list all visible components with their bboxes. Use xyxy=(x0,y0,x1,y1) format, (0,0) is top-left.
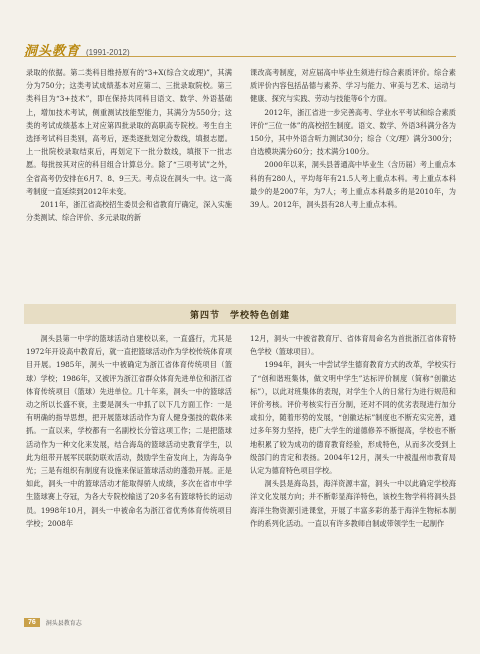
section-heading-band xyxy=(24,304,456,324)
journal-logo: 洞头教育 xyxy=(24,44,81,59)
paragraph: 洞头县是海岛县，海洋资源丰富，洞头一中以此确定学校海洋文化发展方向；并不断彰显海洋特色，该校生物学科将洞头县海洋生物资源引进课堂，开展了丰富多彩的基于海洋生物标本制作的系列化活动。一直以有许多教师自制或带领学生一起制作 xyxy=(250,479,456,528)
paragraph: 录取的依据。第二类科目维持原有的“3+X(综合文或理)”，其满分为750分；这类考试成绩基本对应第二、三批录取院校。第三类科目为“3+技术”，即在保持共同科目语文、数学、外语基础上，增加技术考试，侧重测试技能型能力，其满分为550分；这类的考试成绩基本上对应第四批录取的高职高专院校。考生自主选择考试科目类别，高考后，逐类逐批划定分数线，填报志愿。上一批院校录取结束后，再划定下一批分数线，填报下一批志愿。每批按其对应的科目组合计算总分。除了“三项考试”之外，全省高考仍安排在6月7、8、9三天。考点设在洞头一中。这一高考制度一直延续到2012年未变。 xyxy=(26,68,232,196)
left-column-bottom xyxy=(26,332,232,530)
paragraph: 12月，洞头一中被省教育厅、省体育局命名为首批浙江省体育特色学校（篮球项目）。 xyxy=(250,334,456,357)
paragraph: 1994年，洞头一中尝试学生德育教育方式的改革，学校实行了“创和谐班集体，做文明中学生”达标评价制度（简称“创徽达标”），以此对班集体的表现，对学生个人的日常行为进行规范和评价考核。评价考核实行百分制，还对不同的优劣表现进行加分或扣分，随着形势的发展，“创徽达标”制度也不断充实完善，通过多年努力坚持，使广大学生的道德修养不断提高，学校也不断地积累了较为成功的德育教育经验，形成特色，从而多次受到上级部门的肯定和表扬。2004年12月，洞头一中被温州市教育局认定为德育特色项目学校。 xyxy=(250,360,456,476)
right-column-bottom xyxy=(250,332,456,530)
paragraph: 2012年，浙江省进一步完善高考、学业水平考试和综合素质评价“三位一体”的高校招生制度。语文、数学、外语3科满分各为150分，其中外语含听力测试30分；综合（文/理）满分300分；自选模块满分60分；技术满分100分。 xyxy=(250,107,456,157)
page-number: 76 xyxy=(24,618,40,627)
section-title: 第四节 学校特色创建 xyxy=(189,310,290,321)
paragraph: 2000年以来，洞头县普通高中毕业生（含历届）考上重点本科的有280人，平均每年有21.5人考上重点本科。考上重点本科最少的是2007年，为7人；考上重点本科最多的是2010年，为39人。2012年，洞头县有28人考上重点本科。 xyxy=(250,160,456,210)
page-footer xyxy=(24,618,82,627)
paragraph: 课改高考制度，对应届高中毕业生须进行综合素质评价。综合素质评价内容包括品德与素养、学习与能力、审美与艺术、运动与健康、探究与实践、劳动与技能等6个方面。 xyxy=(250,68,456,104)
header-rule xyxy=(24,56,456,57)
left-column-top xyxy=(26,66,232,224)
book-title: 洞头县教育志 xyxy=(45,620,82,627)
paragraph: 洞头县第一中学的篮球活动自建校以来，一直盛行，尤其是1972年开设高中教育后，就一直把篮球活动作为学校传统体育项目开展。1985年，洞头一中被确定为浙江省体育传统项目（篮球）学校；1986年，又被评为浙江省群众体育先进单位和浙江省体育传统项目（篮球）先进单位。几十年来，洞头一中的篮球活动之所以长盛不衰，主要是洞头一中抓了以下几方面工作：一是有明确的指导思想，把开展篮球活动作为育人健身强技的载体来抓。一直以来，学校都有一名副校长分管这项工作；二是把篮球活动作为一种文化来发展，结合海岛的篮球活动史教育学生，以此为纽带开展军民联防联欢活动，鼓励学生奋发向上，为海岛争光；三是有组织有制度有设施来保证篮球活动的蓬勃开展。正是如此，洞头一中的篮球活动才能取得骄人成绩，多次在省市中学生篮球赛上夺冠，为各大专院校输送了20多名有篮球特长的运动员。1998年10月，洞头一中被命名为浙江省优秀体育传统项目学校；2008年 xyxy=(26,334,232,528)
header-years: (1991-2012) xyxy=(86,48,130,57)
right-column-top xyxy=(250,66,456,211)
paragraph: 2011年，浙江省高校招生委员会和省教育厅确定，深入实施分类测试、综合评价、多元录取的新 xyxy=(26,200,232,223)
